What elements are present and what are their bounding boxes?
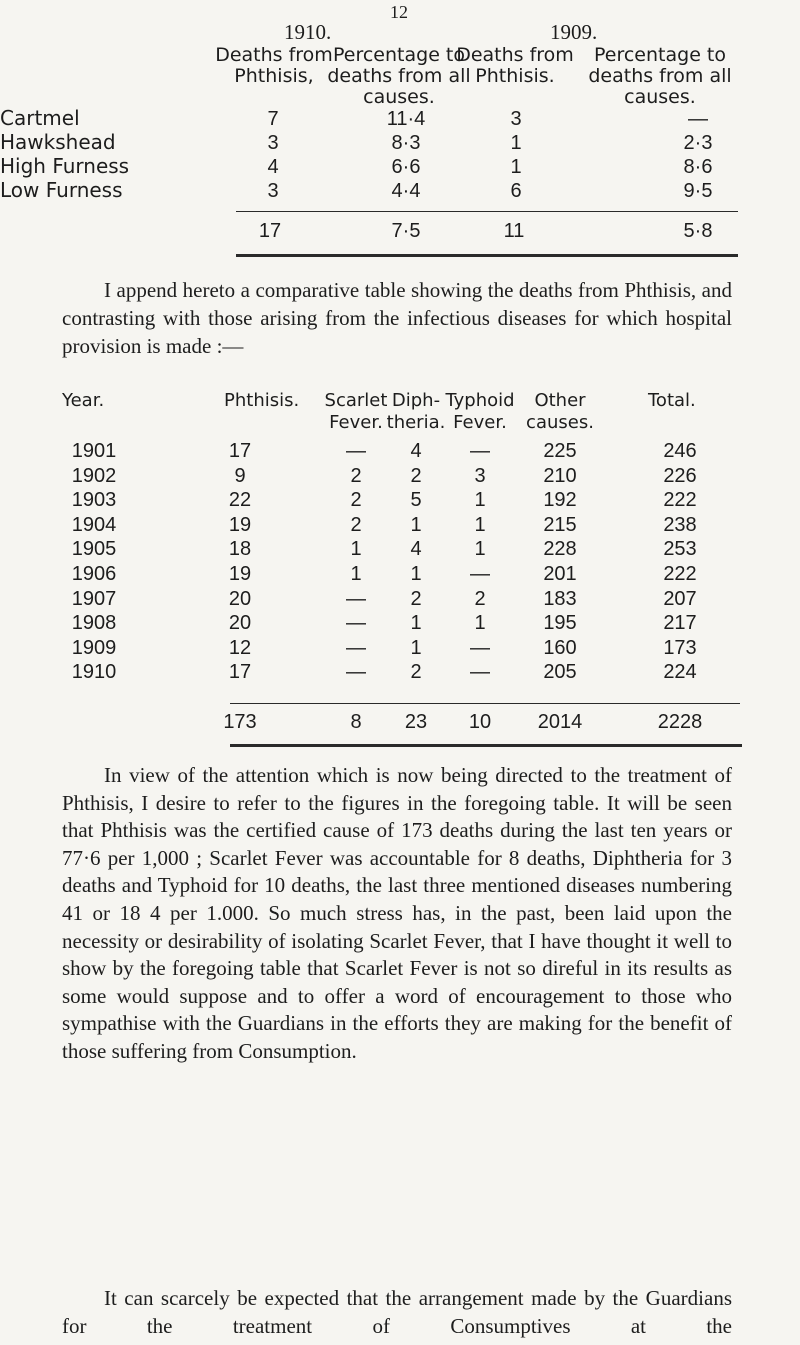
year-cell: 1904 [71, 513, 117, 536]
total-cell: 10 [468, 711, 492, 733]
discussion-paragraph-text: In view of the attention which is now being directed to the treatment of Phthisis, I desire to refer to the figures in the foregoing table. It will be seen that Phthisis was the certified cause of 173 deaths during the last ten years or 77·6 per 1,000 ; Scarlet Fever was accountable for 8 deaths, Diphtheria for 3 deaths and Typhoid for 10 deaths, the last three mentioned diseases numbering 41 or 18 4 per 1.000. So much stress has, in the past, been laid upon the necessity or desirability of isolating Scarlet Fever, that I have thought it well to show by the foregoing table that Scarlet Fever is not so direful in its results as some would suppose and to offer a word of encouragement to those who sympathise with the Guardians in the efforts they are making for the benefit of those suffering from Consumption. [62, 763, 732, 1063]
value-cell: 1 [474, 489, 486, 512]
value-cell: 22 [228, 489, 252, 512]
intro-paragraph-text: I append hereto a comparative table showing the deaths from Phthisis, and contrasting with those arising from the infectious diseases for which hospital provision is made :— [62, 278, 732, 358]
col-header-deaths-1910-l1: Deaths from [215, 44, 333, 66]
total-cell: 2228 [657, 711, 703, 733]
intro-paragraph [62, 276, 732, 360]
year-cell: 1901 [71, 440, 117, 462]
value-cell: 195 [543, 612, 577, 635]
value-cell: — [346, 440, 366, 462]
table2-bottom-rule [230, 744, 742, 747]
value-cell: 2 [410, 587, 422, 610]
value-cell: 12 [228, 636, 252, 659]
total-cell: 2014 [537, 711, 583, 733]
value-cell: 217 [663, 612, 697, 635]
value-cell: 1 [474, 538, 486, 561]
value-cell: 2 [350, 464, 362, 487]
total-cell: 173 [223, 711, 257, 733]
value-cell: — [346, 612, 366, 635]
table2-total-rule [230, 703, 740, 704]
value-cell: 207 [663, 587, 697, 610]
district-name: Hawkshead [0, 130, 116, 154]
value-cell: 238 [663, 513, 697, 536]
total-pct-1909: 5·8 [683, 220, 713, 242]
deaths-1909: 3 [510, 108, 522, 130]
table1-bottom-rule [236, 254, 738, 257]
deaths-1909: 1 [510, 156, 522, 178]
district-name: Cartmel [0, 106, 80, 130]
year-cell: 1910 [71, 661, 117, 684]
value-cell: — [346, 661, 366, 684]
header-scarlet-l1: Scarlet [324, 390, 388, 411]
discussion-paragraph [62, 762, 732, 1066]
deaths-1910: 7 [267, 108, 279, 130]
pct-1909: 8·6 [683, 156, 713, 178]
page-number: 12 [390, 2, 408, 22]
total-deaths-1910: 17 [258, 220, 282, 242]
value-cell: 18 [228, 538, 252, 561]
value-cell: 246 [663, 440, 697, 462]
value-cell: 215 [543, 513, 577, 536]
value-cell: 1 [410, 612, 422, 635]
value-cell: 222 [663, 563, 697, 585]
header-other-l1: Other [534, 390, 586, 411]
col-header-deaths-1910-l2: Phthisis, [234, 65, 314, 87]
value-cell: 20 [228, 612, 252, 635]
year-cell: 1903 [71, 489, 117, 512]
value-cell: 3 [474, 464, 486, 487]
value-cell: 2 [410, 661, 422, 684]
value-cell: 19 [228, 513, 252, 536]
value-cell: 19 [228, 563, 252, 585]
header-diphtheria-l1: Diph- [391, 390, 441, 411]
value-cell: 2 [350, 489, 362, 512]
value-cell: — [470, 563, 490, 585]
col-header-deaths-1909-l2: Phthisis. [475, 65, 555, 87]
value-cell: 1 [474, 612, 486, 635]
value-cell: 225 [543, 440, 577, 462]
header-typhoid-l2: Fever. [453, 412, 507, 433]
value-cell: 9 [234, 464, 246, 487]
year-header-1909: 1909. [550, 20, 598, 44]
value-cell: — [346, 587, 366, 610]
deaths-1910: 3 [267, 180, 279, 202]
header-diphtheria-l2: theria. [386, 412, 446, 433]
value-cell: — [470, 636, 490, 659]
value-cell: 192 [543, 489, 577, 512]
year-cell: 1909 [71, 636, 117, 659]
col-header-pct-1909-l3: causes. [624, 86, 696, 108]
year-cell: 1902 [71, 464, 117, 487]
col-header-pct-1909-l1: Percentage to [594, 44, 726, 66]
total-pct-1910: 7·5 [391, 220, 421, 242]
value-cell: 20 [228, 587, 252, 610]
total-cell: 8 [350, 711, 362, 733]
value-cell: 2 [474, 587, 486, 610]
deaths-1910: 3 [267, 132, 279, 154]
value-cell: 228 [543, 538, 577, 561]
value-cell: 2 [350, 513, 362, 536]
value-cell: 1 [474, 513, 486, 536]
value-cell: 201 [543, 563, 577, 585]
col-header-pct-1910-l3: causes. [363, 86, 435, 108]
value-cell: 205 [543, 661, 577, 684]
year-cell: 1906 [71, 563, 117, 585]
value-cell: 1 [410, 563, 422, 585]
table1-total-rule [236, 211, 738, 212]
pct-1909: — [688, 108, 708, 130]
pct-1910: 6·6 [391, 156, 421, 178]
value-cell: 1 [410, 636, 422, 659]
year-header-1910: 1910. [284, 20, 332, 44]
value-cell: — [470, 661, 490, 684]
value-cell: 222 [663, 489, 697, 512]
value-cell: 160 [543, 636, 577, 659]
value-cell: 17 [228, 440, 252, 462]
header-total: Total. [648, 390, 696, 411]
pct-1909: 2·3 [683, 132, 713, 154]
value-cell: 226 [663, 464, 697, 487]
deaths-1909: 1 [510, 132, 522, 154]
year-cell: 1907 [71, 587, 117, 610]
header-year: Year. [62, 390, 105, 411]
value-cell: 1 [410, 513, 422, 536]
header-other-l2: causes. [526, 412, 594, 433]
value-cell: 1 [350, 563, 362, 585]
value-cell: 253 [663, 538, 697, 561]
pct-1910: 4·4 [391, 180, 421, 202]
value-cell: 4 [410, 440, 422, 462]
pct-1910: 11·4 [386, 108, 426, 130]
col-header-pct-1909-l2: deaths from all [588, 65, 732, 87]
value-cell: 210 [543, 464, 577, 487]
value-cell: 183 [543, 587, 577, 610]
total-deaths-1909: 11 [503, 220, 525, 242]
closing-paragraph-text: It can scarcely be expected that the arrangement made by the Guardians for the treatment of Consumptives at the [62, 1286, 732, 1338]
value-cell: 17 [228, 661, 252, 684]
pct-1909: 9·5 [683, 180, 713, 202]
value-cell: 173 [663, 636, 697, 659]
value-cell: — [470, 440, 490, 462]
year-cell: 1905 [71, 538, 117, 561]
col-header-pct-1910-l2: deaths from all [327, 65, 471, 87]
value-cell: — [346, 636, 366, 659]
value-cell: 2 [410, 464, 422, 487]
district-name: Low Furness [0, 178, 123, 202]
value-cell: 5 [410, 489, 422, 512]
closing-paragraph [62, 1285, 732, 1340]
value-cell: 4 [410, 538, 422, 561]
col-header-pct-1910-l1: Percentage to [333, 44, 465, 66]
header-phthisis: Phthisis. [224, 390, 300, 411]
value-cell: 224 [663, 661, 697, 684]
pct-1910: 8·3 [391, 132, 421, 154]
value-cell: 1 [350, 538, 362, 561]
col-header-deaths-1909-l1: Deaths from [456, 44, 574, 66]
deaths-1910: 4 [267, 156, 279, 178]
year-cell: 1908 [71, 612, 117, 635]
deaths-1909: 6 [510, 180, 522, 202]
header-typhoid-l1: Typhoid [445, 390, 515, 411]
header-scarlet-l2: Fever. [329, 412, 383, 433]
total-cell: 23 [404, 711, 428, 733]
district-name: High Furness [0, 154, 130, 178]
